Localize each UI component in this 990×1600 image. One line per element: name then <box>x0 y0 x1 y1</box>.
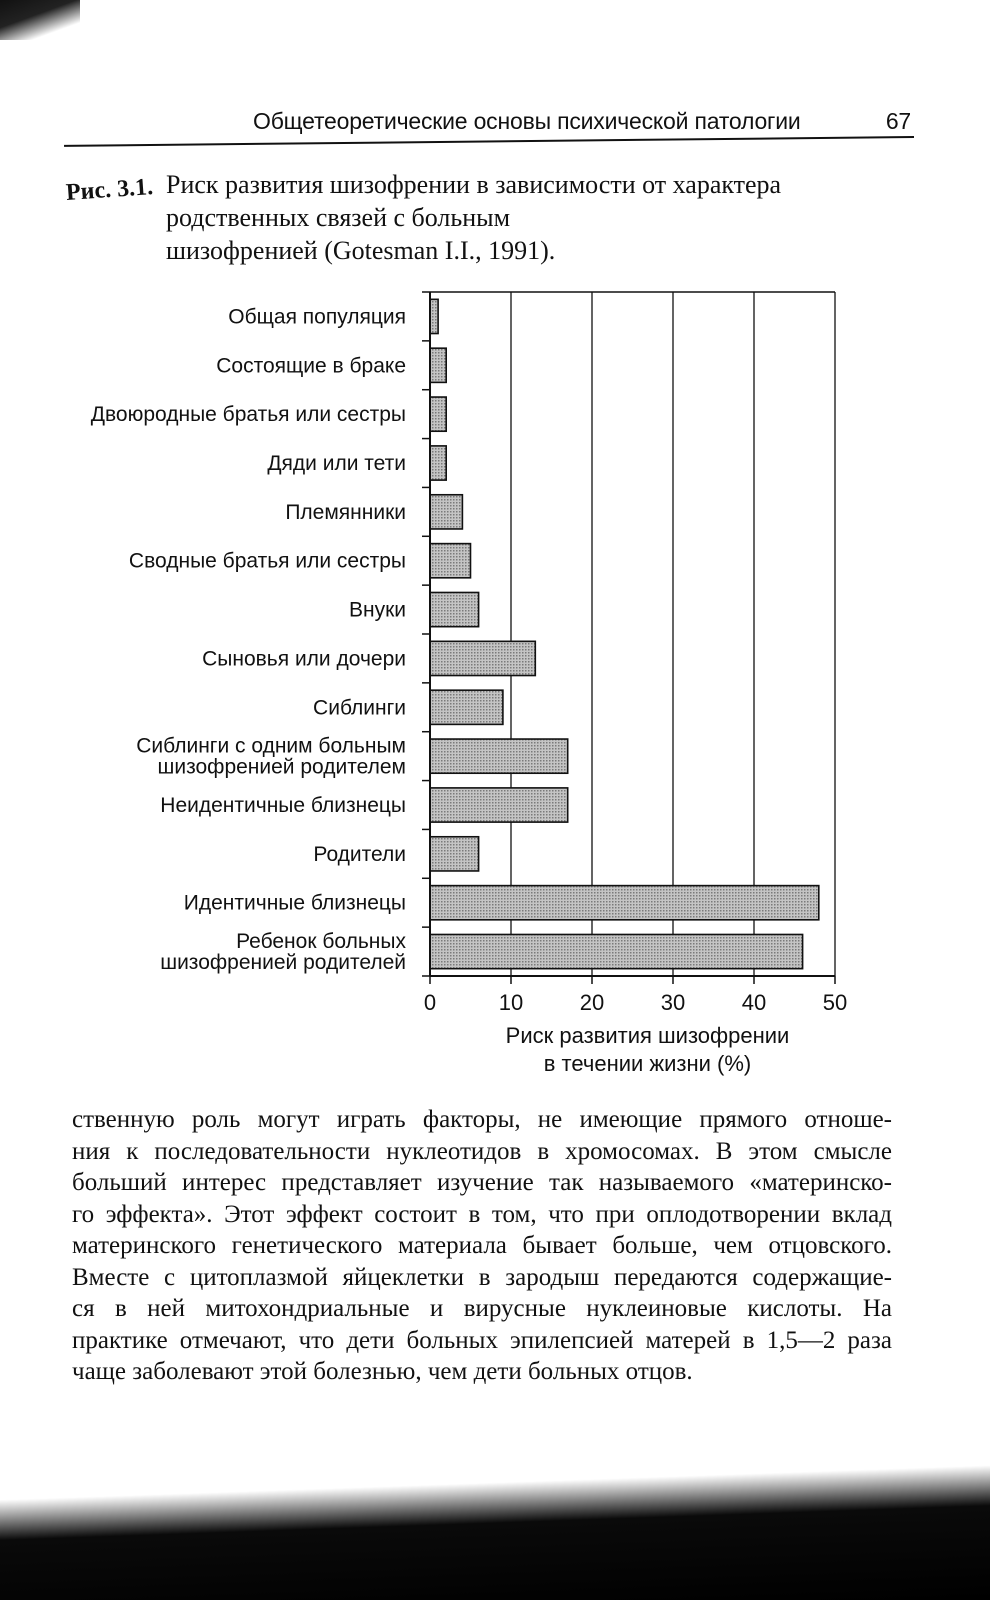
body-line: ния к последовательности нуклеотидов в хромосомах. В этом смысле <box>72 1137 892 1165</box>
bar <box>430 397 446 431</box>
x-tick-label: 20 <box>579 990 605 1015</box>
page-number: 67 <box>885 108 911 134</box>
scan-artifact-top-left <box>0 0 80 40</box>
category-label: Неидентичные близнецы <box>160 794 406 817</box>
running-head-title: Общетеоретические основы психической патологии <box>253 108 801 134</box>
body-line: го эффекта». Этот эффект состоит в том, что при оплодотворении вклад <box>72 1200 892 1228</box>
bar <box>430 886 819 920</box>
chart-category-labels <box>91 305 407 974</box>
figure-caption-text <box>166 168 886 267</box>
x-tick-label: 40 <box>741 990 767 1015</box>
bar <box>430 690 503 724</box>
category-label: Ребенок больных <box>236 930 406 954</box>
scan-artifact-bottom <box>0 1410 990 1600</box>
x-axis-label: в течении жизни (%) <box>543 1051 752 1076</box>
figure-label: Рис. 3.1. <box>65 173 154 207</box>
body-line: ственную роль могут играть факторы, не имеющие прямого отноше- <box>72 1106 892 1133</box>
category-label: Двоюродные братья или сестры <box>90 403 406 427</box>
category-label: шизофренией родителей <box>160 951 406 975</box>
category-label: Племянники <box>285 500 406 524</box>
chart-tick-labels <box>424 990 847 1015</box>
chart-grid <box>511 292 835 976</box>
category-label: Идентичные близнецы <box>183 891 406 915</box>
category-label: Общая популяция <box>228 305 406 329</box>
category-label: Состоящие в браке <box>216 354 406 378</box>
bar <box>430 788 568 822</box>
body-line: практике отмечают, что дети больных эпилепсией матерей в 1,5—2 раза <box>72 1326 892 1354</box>
bar <box>430 837 479 871</box>
category-label: Сиблинги с одним больным <box>136 734 406 758</box>
header-rule <box>64 136 914 147</box>
body-line: Вместе с цитоплазмой яйцеклетки в зародыш передаются содержащие- <box>72 1263 892 1291</box>
bar <box>430 592 479 626</box>
x-axis-label: Риск развития шизофрении <box>505 1023 790 1048</box>
chart-bars <box>430 299 819 968</box>
bar <box>430 641 535 675</box>
x-tick-label: 0 <box>423 990 437 1015</box>
body-line: больший интерес представляет изучение так называемого «материнско- <box>72 1169 892 1196</box>
category-label: Родители <box>313 842 406 866</box>
category-label: Сводные братья или сестры <box>128 549 406 573</box>
x-tick-label: 30 <box>660 990 686 1015</box>
body-line: ся в ней митохондриальные и вирусные нуклеиновые кислоты. На <box>72 1295 892 1322</box>
x-tick-label: 10 <box>498 990 524 1015</box>
caption-line: шизофренией (Gotesman I.I., 1991). <box>166 236 556 265</box>
x-tick-label: 50 <box>822 990 848 1015</box>
category-label: Дяди или тети <box>267 452 406 475</box>
category-label: Сиблинги <box>313 696 406 720</box>
bar <box>430 544 471 578</box>
category-label: Сыновья или дочери <box>202 647 406 671</box>
bar <box>430 348 446 382</box>
bar <box>430 446 446 480</box>
caption-line: Риск развития шизофрении в зависимости от характера <box>166 170 782 199</box>
risk-bar-chart <box>0 280 990 1080</box>
chart-x-axis-label <box>506 1023 790 1076</box>
category-label: Внуки <box>348 598 406 622</box>
bar <box>430 299 438 333</box>
bar <box>430 739 568 773</box>
body-text <box>72 1104 892 1388</box>
bar <box>430 495 462 529</box>
body-line: материнского генетического материала бывает больше, чем отцовского. <box>72 1232 892 1259</box>
caption-line: родственных связей с больным <box>166 203 511 232</box>
bar <box>430 934 803 968</box>
category-label: шизофренией родителем <box>157 755 406 779</box>
body-line: чаще заболевают этой болезнью, чем дети больных отцов. <box>72 1358 693 1385</box>
chart-axes <box>422 292 835 984</box>
